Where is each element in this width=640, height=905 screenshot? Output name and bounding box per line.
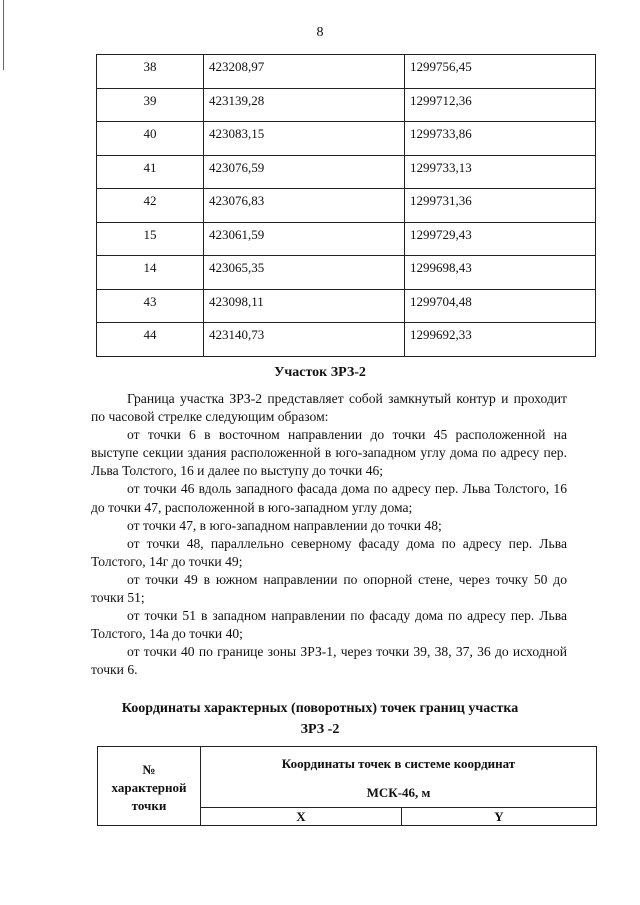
x-coordinate-cell: 423208,97 bbox=[204, 55, 405, 89]
paragraph-segment: от точки 49 в южном направлении по опорной стене, через точку 50 до точки 51; bbox=[91, 571, 567, 606]
y-coordinate-cell: 1299733,86 bbox=[405, 122, 596, 156]
y-coordinate-cell: 1299712,36 bbox=[405, 88, 596, 122]
point-number-cell: 42 bbox=[97, 189, 204, 223]
paragraph-segment: от точки 40 по границе зоны ЗРЗ-1, через точки 39, 38, 37, 36 до исходной точки 6. bbox=[91, 644, 567, 678]
x-coordinate-cell: 423083,15 bbox=[204, 122, 405, 156]
point-number-cell: 15 bbox=[97, 222, 204, 256]
y-coordinate-cell: 1299698,43 bbox=[405, 256, 596, 290]
point-number-cell: 38 bbox=[97, 55, 204, 89]
point-number-cell: 39 bbox=[97, 88, 204, 122]
table-row bbox=[97, 289, 596, 323]
x-coordinate-cell: 423140,73 bbox=[204, 323, 405, 357]
table-row bbox=[97, 88, 596, 122]
coordinates-heading-line1: Координаты характерных (поворотных) точек границ участка bbox=[121, 701, 519, 716]
table-row bbox=[97, 189, 596, 223]
y-coordinate-cell: 1299731,36 bbox=[405, 189, 596, 223]
paragraph-segment: от точки 6 в восточном направлении до точки 45 расположенной на выступе секции здания расположенной в юго-западном углу дома по адресу пер. Льва Толстого, 16 и далее по выступу до точки 46; bbox=[91, 427, 567, 479]
x-coordinate-cell: 423076,59 bbox=[204, 155, 405, 189]
coordinates-header-table bbox=[97, 746, 597, 826]
x-coordinate-cell: 423076,83 bbox=[204, 189, 405, 223]
point-number-cell: 40 bbox=[97, 122, 204, 156]
y-coordinate-cell: 1299692,33 bbox=[405, 323, 596, 357]
point-number-cell: 44 bbox=[97, 323, 204, 357]
paragraph-segment: от точки 48, параллельно северному фасаду дома по адресу пер. Льва Толстого, 14г до точки 49; bbox=[91, 535, 567, 569]
paragraph-segment: от точки 51 в западном направлении по фасаду дома по адресу пер. Льва Толстого, 14а до точки 40; bbox=[91, 608, 567, 642]
table-row bbox=[97, 323, 596, 357]
point-number-cell: 41 bbox=[97, 155, 204, 189]
y-column-header: Y bbox=[402, 808, 597, 826]
section-title: Участок ЗРЗ-2 bbox=[274, 365, 366, 380]
coordinates-heading bbox=[0, 698, 640, 740]
page-number: 8 bbox=[316, 25, 324, 40]
boundary-description bbox=[91, 390, 567, 680]
y-coordinate-cell: 1299704,48 bbox=[405, 289, 596, 323]
y-coordinate-cell: 1299729,43 bbox=[405, 222, 596, 256]
table-row bbox=[97, 55, 596, 89]
x-coordinate-cell: 423065,35 bbox=[204, 256, 405, 290]
table-row bbox=[97, 222, 596, 256]
paragraph-intro: Граница участка ЗРЗ-2 представляет собой замкнутый контур и проходит по часовой стрелке следующим образом: bbox=[91, 391, 567, 425]
coordinates-table bbox=[96, 54, 596, 357]
x-coordinate-cell: 423139,28 bbox=[204, 88, 405, 122]
table-row bbox=[97, 155, 596, 189]
x-coordinate-cell: 423098,11 bbox=[204, 289, 405, 323]
paragraph-segment: от точки 46 вдоль западного фасада дома по адресу пер. Льва Толстого, 16 до точки 47, расположенной в юго-западном углу дома; bbox=[91, 481, 567, 515]
y-coordinate-cell: 1299733,13 bbox=[405, 155, 596, 189]
table-row bbox=[97, 256, 596, 290]
point-number-cell: 43 bbox=[97, 289, 204, 323]
table-row bbox=[97, 122, 596, 156]
coordinates-heading-line2: ЗРЗ -2 bbox=[300, 722, 340, 737]
y-coordinate-cell: 1299756,45 bbox=[405, 55, 596, 89]
x-coordinate-cell: 423061,59 bbox=[204, 222, 405, 256]
paragraph-segment: от точки 47, в юго-западном направлении до точки 48; bbox=[127, 517, 442, 533]
point-number-cell: 14 bbox=[97, 256, 204, 290]
coordinate-system-header: Координаты точек в системе координат МСК-46, м bbox=[201, 747, 597, 808]
x-column-header: X bbox=[201, 808, 402, 826]
point-number-header: № характерной точки bbox=[98, 747, 201, 826]
